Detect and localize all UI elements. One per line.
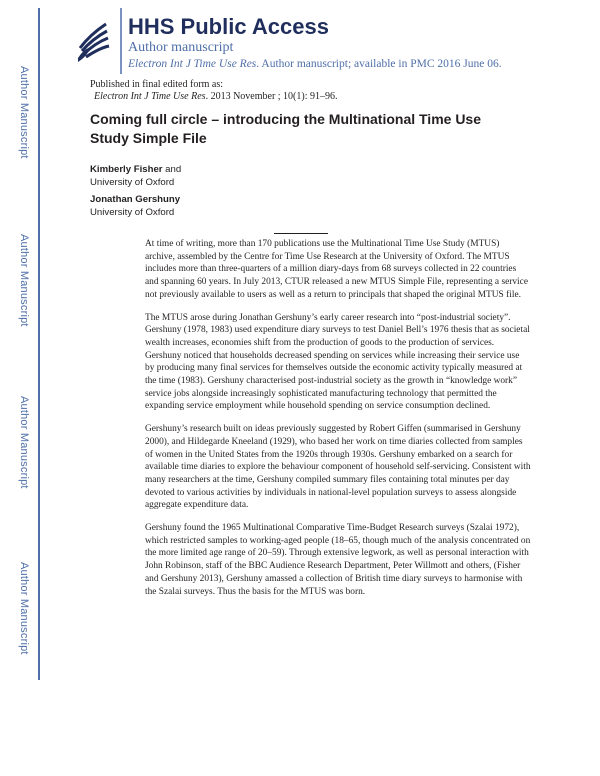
citation-details: . 2013 November ; 10(1): 91–96. (205, 91, 338, 102)
paragraph-4: Gershuny found the 1965 Multinational Comparative Time-Budget Research surveys (Szalai 1972), which restricted samples to working-aged people (18–65, though much of the analysis concentrated on the more limited age range of 20–59). Through extensive legwork, as well as personal interaction with John Robinson, staff of the BBC Audience Research Department, Peter Willmott and others, (Fisher and Gershuny 2013), Gershuny amassed a collection of British time diary surveys to harmonise with the Szalai surveys. Thus the basis for the MTUS was born. (145, 523, 531, 597)
citation-journal: Electron Int J Time Use Res (94, 91, 206, 102)
citation-link[interactable]: Hildegarde Kneeland (1929) (187, 436, 295, 447)
author-manuscript-label: Author manuscript (128, 40, 234, 55)
side-label: Author Manuscript (18, 66, 30, 159)
author-conj: and (162, 164, 182, 175)
citation-link[interactable]: Szalai 1972 (469, 523, 514, 534)
author-name: Jonathan Gershuny (90, 194, 181, 205)
journal-availability (128, 58, 502, 70)
citation-line (90, 91, 338, 103)
article-body (145, 238, 531, 608)
publication-note (90, 79, 338, 103)
citation-link[interactable]: Daniel Bell’s 1976 (378, 325, 449, 336)
author-affiliation: University of Oxford (90, 207, 175, 218)
hhs-eagle-logo-icon (72, 18, 112, 64)
paragraph-3: Gershuny’s research built on ideas previously suggested by Robert Giffen (summarised in Gershuny 2000), and Hildegarde Kneeland (1929), who based her work on time diaries collected from samples of women in the United States from the 1920s through 1930s. Gershuny embarked on a search for available time diaries to explore the behaviour component of household self-servicing. Consistent with many researchers at the time, Gershuny compiled summary files containing total minutes per day devoted to various activities by individuals in national-level population surveys to assess alongside aggregate expenditure data. (145, 424, 531, 511)
citation-link[interactable]: Gershuny (1978 (145, 325, 206, 336)
side-label: Author Manuscript (18, 562, 30, 655)
hhs-public-access-title: HHS Public Access (128, 14, 329, 39)
paragraph-1: At time of writing, more than 170 publications use the Multinational Time Use Study (MTUS) archive, assembled by the Centre for Time Use Research at the University of Oxford. The MTUS includes more than three-quarters of a million diary-days from 68 surveys collected in 22 countries and spanning 60 years. In July 2013, CTUR released a new MTUS Simple File, representing a service not previously available to users as well as a return to principals that shaped the original MTUS file. (145, 239, 528, 300)
citation-link[interactable]: Fisher and Gershuny 2013 (145, 561, 521, 584)
section-divider (274, 233, 328, 234)
author-block (90, 193, 181, 219)
author-name: Kimberly Fisher (90, 164, 163, 175)
header-rule (120, 8, 122, 74)
paper-title: Coming full circle – introducing the Multinational Time Use Study Simple File (90, 111, 482, 146)
side-label: Author Manuscript (18, 234, 30, 327)
author-block (90, 163, 181, 189)
journal-abbrev: Electron Int J Time Use Res (128, 58, 257, 70)
side-rule (38, 8, 40, 680)
availability-text: . Author manuscript; available in PMC 2016 June 06. (256, 58, 502, 70)
published-label: Published in final edited form as: (90, 79, 224, 90)
side-label: Author Manuscript (18, 396, 30, 489)
author-list (90, 163, 181, 223)
paragraph-2: The MTUS arose during Jonathan Gershuny’s early career research into “post-industrial society”. Gershuny (1978, 1983) used expenditure diary surveys to test Daniel Bell’s 1976 thesis that as societal wealth increases, economies shift from the production of goods to the production of services. Gershuny noticed that households decreased spending on services while increasing their service use by producing many final services for themselves outside the economic activity typically measured at the time (1983). Gershuny characterised post-industrial society as the growth in “knowledge work” service jobs alongside increasingly sophisticated manufacturing technology that permitted the expanding service employment while household spending on service consumption declined. (145, 312, 530, 412)
author-affiliation: University of Oxford (90, 177, 175, 188)
